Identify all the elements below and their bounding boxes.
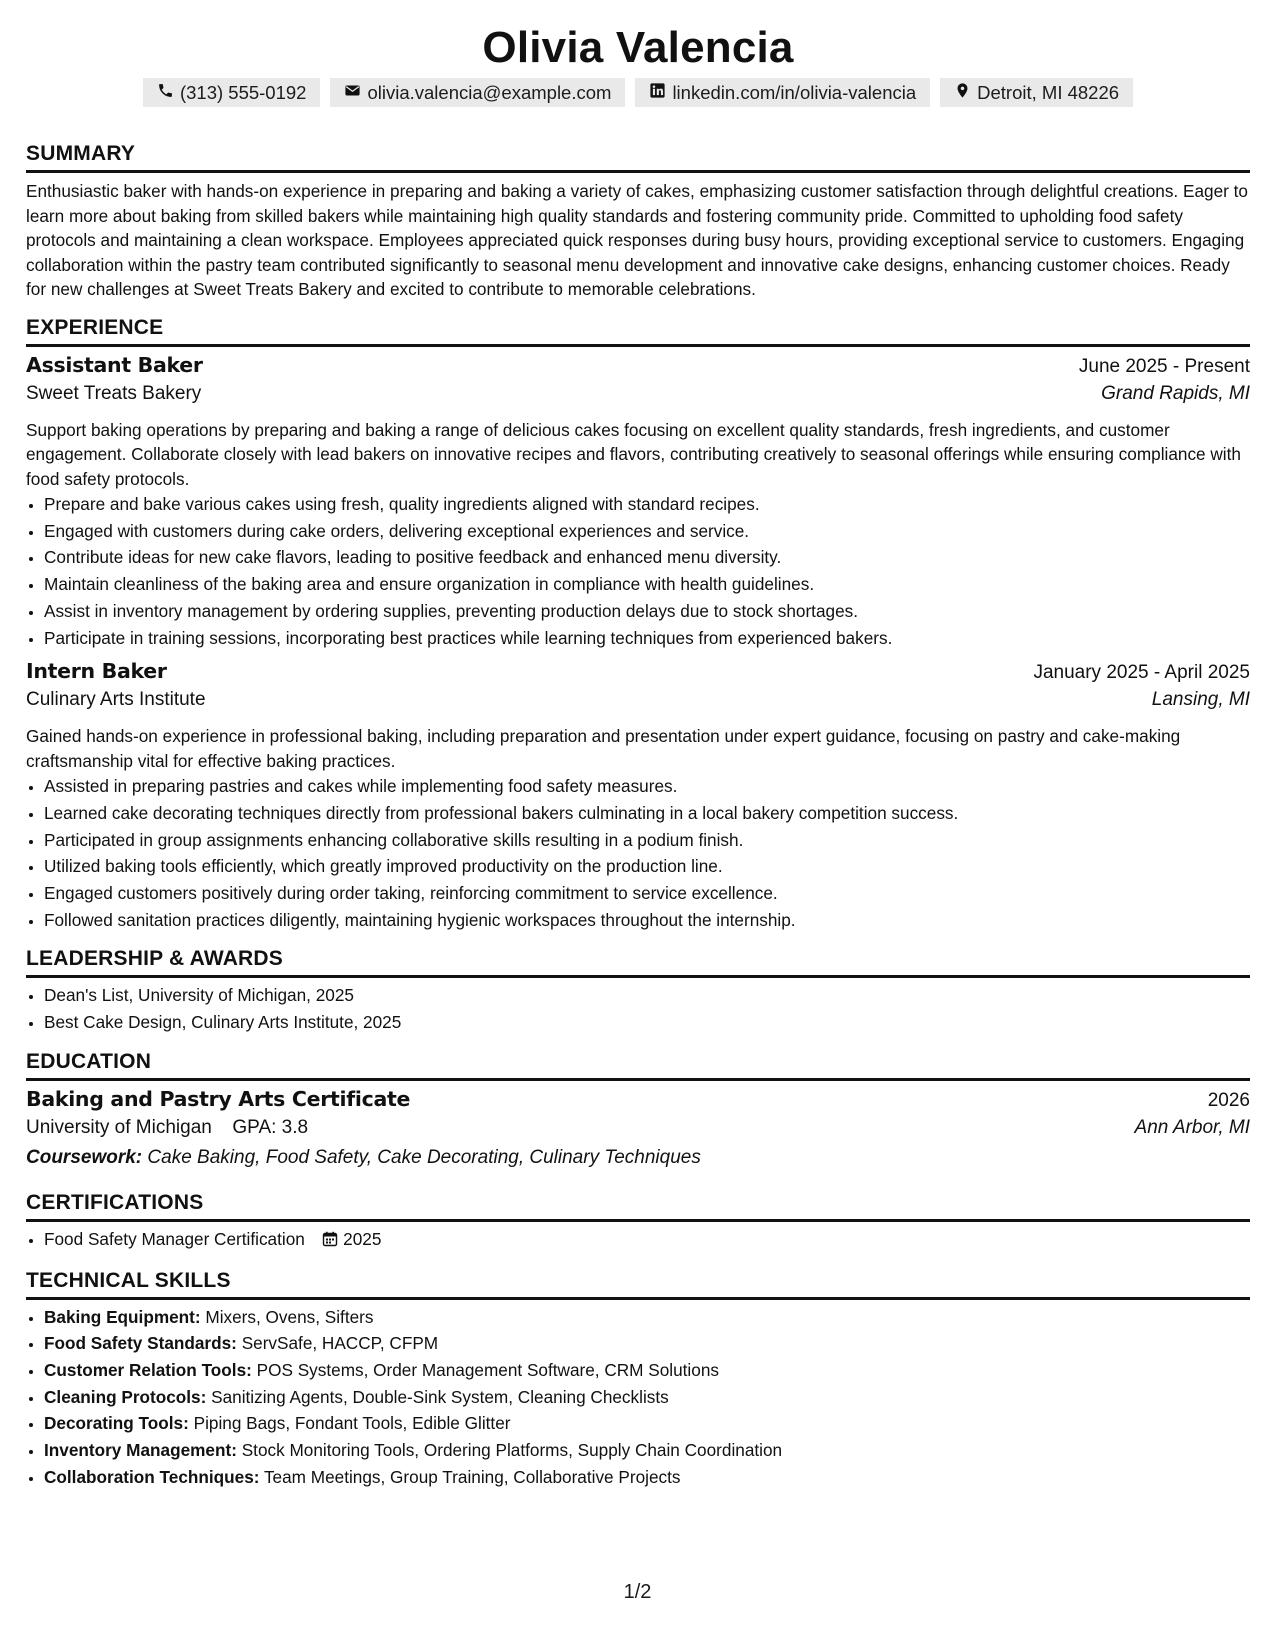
email-text: olivia.valencia@example.com (367, 81, 612, 103)
phone-text: (313) 555-0192 (179, 81, 307, 103)
contact-phone[interactable] (143, 78, 321, 107)
list-item (44, 1410, 1250, 1437)
skill-category: Cleaning Protocols: (44, 1386, 207, 1407)
list-item: • Best Cake Design, Culinary Arts Institute, 2025 (44, 1009, 1250, 1036)
section-title: CERTIFICATIONS (26, 1191, 1250, 1222)
envelope-icon (344, 82, 361, 104)
section-title: EXPERIENCE (26, 316, 1250, 347)
section-title: EDUCATION (26, 1050, 1250, 1081)
job-organization: Sweet Treats Bakery (26, 382, 202, 404)
calendar-icon (322, 1228, 338, 1255)
coursework-label: Coursework: (26, 1146, 143, 1168)
job-dates: June 2025 - Present (1078, 355, 1250, 377)
certification-year: 2025 (343, 1228, 382, 1249)
job-title: Intern Baker (26, 659, 167, 684)
resume-page (26, 0, 1250, 1490)
section-title: TECHNICAL SKILLS (26, 1269, 1250, 1300)
list-item (44, 1226, 1250, 1255)
skill-values: Team Meetings, Group Training, Collaborative Projects (263, 1466, 681, 1487)
job-entry (26, 659, 1250, 933)
education-section (26, 1050, 1250, 1177)
list-item: • Followed sanitation practices diligently, maintaining hygienic workspaces throughout the internship. (44, 907, 1250, 934)
coursework-list: Cake Baking, Food Safety, Cake Decorating, Culinary Techniques (147, 1146, 701, 1168)
job-description: Support baking operations by preparing and baking a range of delicious cakes focusing on excellent quality standards, fresh ingredients, and customer engagement. Collaborate closely with lead bakers on innovative recipes and flavors, contributing creatively to seasonal offerings while ensuring compliance with food safety protocols. (26, 419, 1241, 489)
degree-title: Baking and Pastry Arts Certificate (26, 1086, 411, 1111)
list-item: • Engaged with customers during cake orders, delivering exceptional experiences and service. (44, 518, 1250, 545)
list-item (44, 1357, 1250, 1384)
skill-category: Customer Relation Tools: (44, 1359, 252, 1380)
job-bullets (26, 491, 1250, 651)
certifications-section (26, 1191, 1250, 1255)
contact-bar (26, 78, 1250, 108)
location-text: Detroit, MI 48226 (977, 81, 1120, 103)
leadership-section (26, 947, 1250, 1035)
summary-section (26, 142, 1250, 302)
linkedin-text: linkedin.com/in/olivia-valencia (672, 81, 917, 103)
list-item (44, 1437, 1250, 1464)
job-organization: Culinary Arts Institute (26, 689, 206, 711)
skill-category: Baking Equipment: (44, 1306, 201, 1327)
job-location: Lansing, MI (1151, 689, 1250, 711)
map-pin-icon (954, 82, 971, 104)
candidate-name: Olivia Valencia (482, 23, 794, 72)
linkedin-icon (649, 82, 666, 104)
skill-values: Mixers, Ovens, Sifters (205, 1306, 374, 1327)
skills-section (26, 1269, 1250, 1491)
skill-values: Stock Monitoring Tools, Ordering Platforms, Supply Chain Coordination (241, 1440, 783, 1461)
job-description: Gained hands-on experience in professional baking, including preparation and presentation under expert guidance, focusing on pastry and cake-making craftsmanship vital for effective baking practices. (26, 726, 1181, 771)
page-number: 1/2 (623, 1581, 652, 1603)
certification-name: Food Safety Manager Certification (44, 1228, 305, 1249)
phone-icon (157, 82, 174, 104)
skills-list (26, 1304, 1250, 1491)
list-item: • Learned cake decorating techniques directly from professional bakers culminating in a local bakery competition success. (44, 800, 1250, 827)
skill-values: Piping Bags, Fondant Tools, Edible Glitter (193, 1413, 511, 1434)
skill-values: ServSafe, HACCP, CFPM (241, 1333, 439, 1354)
list-item: • Engaged customers positively during order taking, reinforcing commitment to service excellence. (44, 880, 1250, 907)
list-item (44, 1330, 1250, 1357)
list-item: • Prepare and bake various cakes using fresh, quality ingredients aligned with standard recipes. (44, 491, 1250, 518)
list-item: • Assist in inventory management by ordering supplies, preventing production delays due to stock shortages. (44, 598, 1250, 625)
list-item: • Assisted in preparing pastries and cakes while implementing food safety measures. (44, 773, 1250, 800)
experience-section (26, 316, 1250, 934)
certifications-list (26, 1226, 1250, 1255)
skill-values: POS Systems, Order Management Software, CRM Solutions (256, 1359, 719, 1380)
skill-category: Collaboration Techniques: (44, 1466, 260, 1487)
list-item: • Maintain cleanliness of the baking area and ensure organization in compliance with health guidelines. (44, 571, 1250, 598)
gpa: GPA: 3.8 (232, 1116, 309, 1138)
skill-category: Decorating Tools: (44, 1413, 189, 1434)
skill-values: Sanitizing Agents, Double-Sink System, Cleaning Checklists (211, 1386, 669, 1407)
list-item: • Dean's List, University of Michigan, 2025 (44, 982, 1250, 1009)
list-item: • Utilized baking tools efficiently, which greatly improved productivity on the production line. (44, 853, 1250, 880)
skill-category: Food Safety Standards: (44, 1333, 237, 1354)
awards-list (26, 982, 1250, 1035)
summary-text: Enthusiastic baker with hands-on experience in preparing and baking a variety of cakes, emphasizing customer satisfaction through delightful creations. Eager to learn more about baking from skilled bakers while maintaining high quality standards and fostering community pride. Committed to upholding food safety protocols and maintaining a clean workspace. Employees appreciated quick responses during busy hours, providing exceptional service to customers. Engaging collaboration within the pastry team contributed significantly to seasonal menu development and innovative cake designs, enhancing customer choices. Ready for new challenges at Sweet Treats Bakery and excited to contribute to memorable celebrations. (26, 181, 1248, 299)
job-entry (26, 353, 1250, 652)
school-name: University of Michigan (26, 1116, 212, 1138)
job-bullets (26, 773, 1250, 933)
job-location: Grand Rapids, MI (1101, 382, 1250, 404)
job-dates: January 2025 - April 2025 (1033, 662, 1250, 684)
contact-email[interactable] (330, 78, 625, 107)
list-item: • Contribute ideas for new cake flavors, leading to positive feedback and enhanced menu diversity. (44, 544, 1250, 571)
coursework (26, 1147, 1250, 1177)
contact-linkedin[interactable] (635, 78, 930, 107)
list-item: • Participate in training sessions, incorporating best practices while learning techniques from experienced bakers. (44, 625, 1250, 652)
section-title: SUMMARY (26, 142, 1250, 173)
list-item: • Participated in group assignments enhancing collaborative skills resulting in a podium finish. (44, 827, 1250, 854)
job-title: Assistant Baker (26, 352, 203, 377)
section-title: LEADERSHIP & AWARDS (26, 947, 1250, 978)
graduation-year: 2026 (1207, 1089, 1250, 1111)
list-item (44, 1384, 1250, 1411)
skill-category: Inventory Management: (44, 1440, 237, 1461)
list-item (44, 1464, 1250, 1491)
list-item (44, 1304, 1250, 1331)
contact-location (940, 78, 1133, 107)
school-location: Ann Arbor, MI (1134, 1116, 1250, 1138)
